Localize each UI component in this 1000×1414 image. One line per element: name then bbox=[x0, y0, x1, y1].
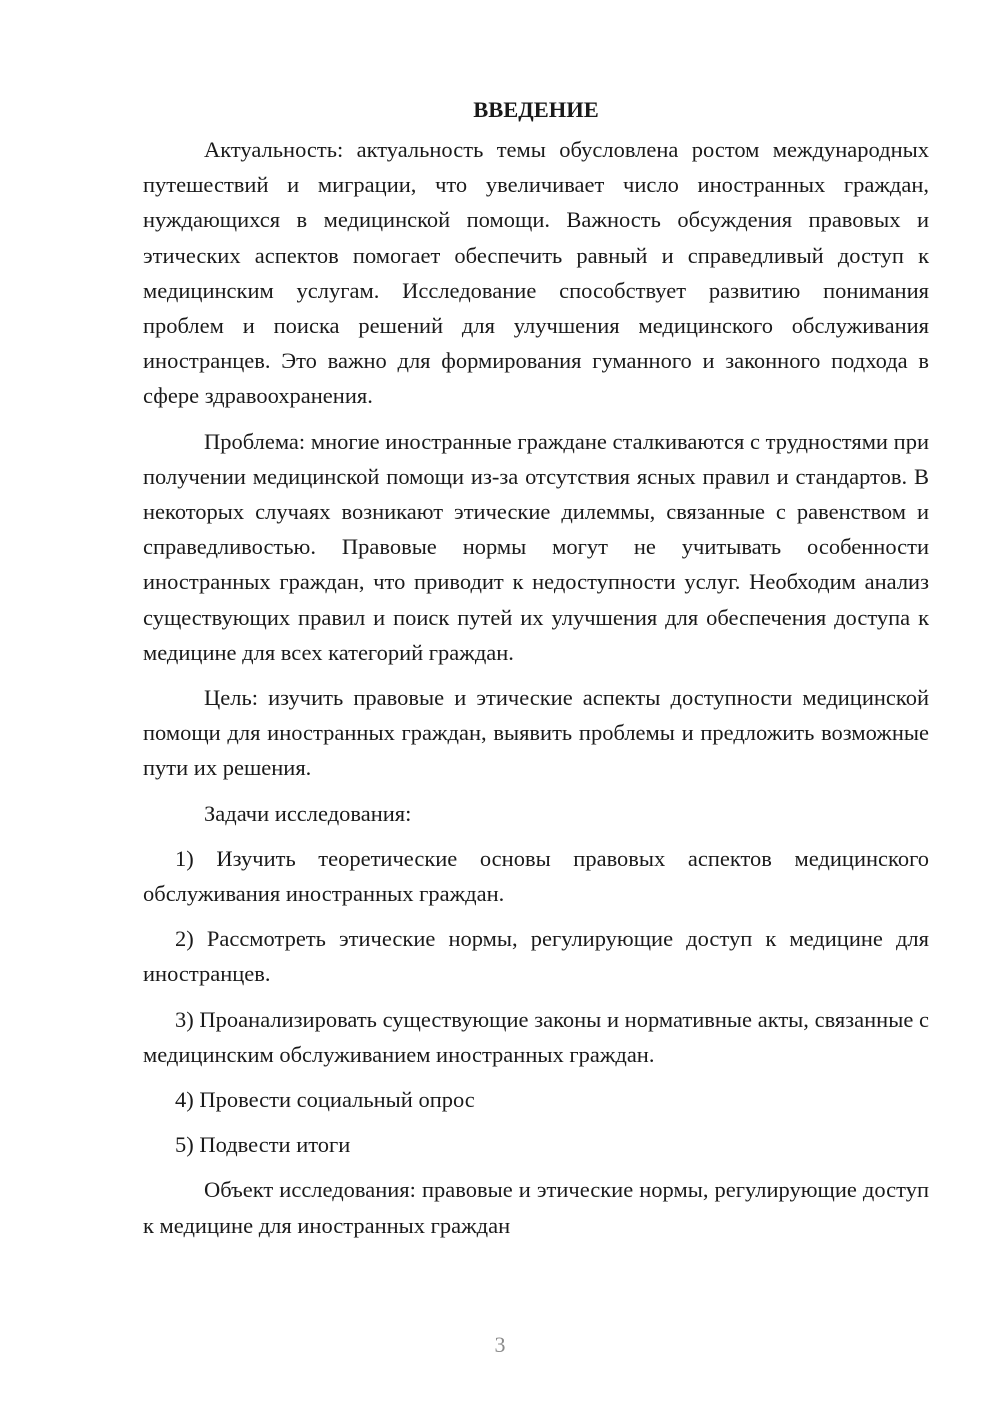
task-item-1: 1) Изучить теоретические основы правовых аспектов медицинского обслуживания иностранных граждан. bbox=[143, 845, 929, 907]
problem-paragraph: Проблема: многие иностранные граждане сталкиваются с трудностями при получении медицинской помощи из-за отсутствия ясных правил и стандартов. В некоторых случаях возникают этические дилеммы, связанные с равенством и справедливостью. Правовые нормы могут не учитывать особенности иностранных граждан, что приводит к недоступности услуг. Необходим анализ существующих правил и поиск путей их улучшения для обеспечения доступа к медицине для всех категорий граждан. bbox=[143, 428, 929, 665]
task-item-4: 4) Провести социальный опрос bbox=[175, 1087, 475, 1113]
page-title: ВВЕДЕНИЕ bbox=[473, 97, 599, 122]
task-item-5: 5) Подвести итоги bbox=[175, 1132, 351, 1158]
task-item-3: 3) Проанализировать существующие законы и нормативные акты, связанные с медицинским обслуживанием иностранных граждан. bbox=[143, 1006, 929, 1067]
task-item-2: 2) Рассмотреть этические нормы, регулирующие доступ к медицине для иностранцев. bbox=[143, 926, 929, 987]
goal-paragraph: Цель: изучить правовые и этические аспекты доступности медицинской помощи для иностранных граждан, выявить проблемы и предложить возможные пути их решения. bbox=[143, 685, 929, 781]
page-body bbox=[143, 92, 929, 1253]
object-paragraph: Объект исследования: правовые и этические нормы, регулирующие доступ к медицине для иностранных граждан bbox=[143, 1177, 929, 1238]
relevance-paragraph: Актуальность: актуальность темы обусловлена ростом международных путешествий и миграции, что увеличивает число иностранных граждан, нуждающихся в медицинской помощи. Важность обсуждения правовых и этических аспектов помогает обеспечить равный и справедливый доступ к медицинским услугам. Исследование способствует развитию понимания проблем и поиска решений для улучшения медицинского обслуживания иностранцев. Это важно для формирования гуманного и законного подхода в сфере здравоохранения. bbox=[143, 137, 929, 409]
page-number: 3 bbox=[494, 1332, 506, 1357]
tasks-heading: Задачи исследования: bbox=[204, 800, 412, 826]
